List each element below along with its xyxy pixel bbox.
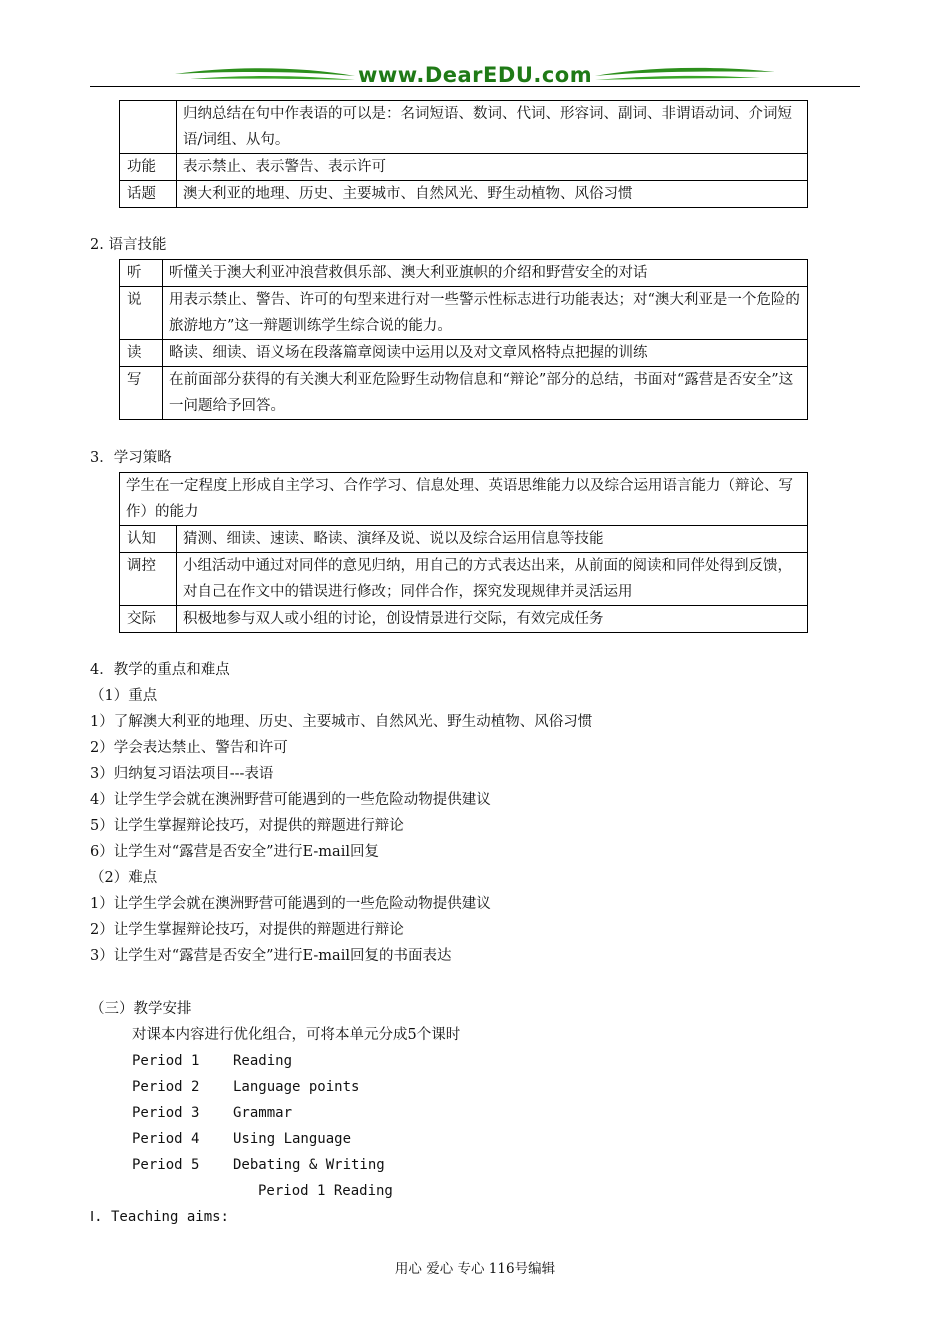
period-heading: Period 1 Reading (258, 1183, 393, 1199)
left-swoosh-icon (175, 68, 355, 76)
right-swoosh-icon (595, 68, 775, 76)
table-row (120, 606, 808, 633)
row-label: 认知 (120, 526, 177, 553)
row-content: 略读、细读、语义场在段落篇章阅读中运用以及对文章风格特点把握的训练 (163, 340, 808, 367)
list-item: 2）让学生掌握辩论技巧，对提供的辩题进行辩论 (90, 922, 404, 938)
row-label: 功能 (120, 154, 177, 181)
grammar-function-topic-table (119, 100, 808, 208)
key-points-title: （1）重点 (90, 688, 158, 704)
list-item: 3）归纳复习语法项目---表语 (90, 766, 274, 782)
row-label: 写 (120, 367, 163, 420)
left-swoosh-underline (190, 76, 355, 80)
period-topic: Using Language (233, 1131, 352, 1147)
period-label: Period 1 (132, 1053, 200, 1069)
language-skills-table (119, 259, 808, 420)
list-item: 1）了解澳大利亚的地理、历史、主要城市、自然风光、野生动植物、风俗习惯 (90, 714, 593, 730)
table-row (120, 154, 808, 181)
table-row (120, 340, 808, 367)
list-item: 4）让学生学会就在澳洲野营可能遇到的一些危险动物提供建议 (90, 792, 491, 808)
page-footer: 用心 爱心 专心 116号编辑 (394, 1261, 556, 1277)
section-3-title: 3．学习策略 (90, 450, 172, 466)
row-content: 小组活动中通过对同伴的意见归纳，用自己的方式表达出来，从前面的阅读和同伴处得到反馈，对自己在作文中的错误进行修改；同伴合作，探究发现规律并灵活运用 (177, 553, 808, 606)
list-item: 3）让学生对“露营是否安全”进行E-mail回复的书面表达 (90, 948, 452, 964)
period-label: Period 5 (132, 1157, 200, 1173)
section-2-title: 2. 语言技能 (90, 237, 167, 253)
list-item: 5）让学生掌握辩论技巧，对提供的辩题进行辩论 (90, 818, 404, 834)
arrangement-title: （三）教学安排 (90, 1001, 192, 1017)
row-label: 听 (120, 260, 163, 287)
row-content: 归纳总结在句中作表语的可以是：名词短语、数词、代词、形容词、副词、非谓语动词、介词短语/词组、从句。 (177, 101, 808, 154)
learning-strategy-table (119, 472, 808, 633)
list-item: 2）学会表达禁止、警告和许可 (90, 740, 288, 756)
row-label: 话题 (120, 181, 177, 208)
period-label: Period 4 (132, 1131, 200, 1147)
list-item: 1）让学生学会就在澳洲野营可能遇到的一些危险动物提供建议 (90, 896, 491, 912)
table-row (120, 287, 808, 340)
site-logo-text: www.DearEDU.com (358, 63, 593, 87)
row-content: 表示禁止、表示警告、表示许可 (177, 154, 808, 181)
row-label (120, 101, 177, 154)
row-content: 用表示禁止、警告、许可的句型来进行对一些警示性标志进行功能表达；对“澳大利亚是一个危险的旅游地方”这一辩题训练学生综合说的能力。 (163, 287, 808, 340)
table-row (120, 260, 808, 287)
table-row (120, 181, 808, 208)
row-content: 听懂关于澳大利亚冲浪营救俱乐部、澳大利亚旗帜的介绍和野营安全的对话 (163, 260, 808, 287)
period-topic: Grammar (233, 1105, 293, 1121)
row-content: 猜测、细读、速读、略读、演绎及说、说以及综合运用信息等技能 (177, 526, 808, 553)
period-topic: Reading (233, 1053, 293, 1069)
section-4-title: 4．教学的重点和难点 (90, 662, 230, 678)
period-label: Period 3 (132, 1105, 200, 1121)
row-label: 读 (120, 340, 163, 367)
row-label: 说 (120, 287, 163, 340)
row-label: 调控 (120, 553, 177, 606)
row-label: 交际 (120, 606, 177, 633)
row-content: 澳大利亚的地理、历史、主要城市、自然风光、野生动植物、风俗习惯 (177, 181, 808, 208)
row-content: 在前面部分获得的有关澳大利亚危险野生动物信息和“辩论”部分的总结，书面对“露营是否安全”这一问题给予回答。 (163, 367, 808, 420)
teaching-aims-heading: Ⅰ. Teaching aims: (90, 1209, 229, 1225)
period-topic: Language points (233, 1079, 360, 1095)
table-row (120, 473, 808, 526)
period-label: Period 2 (132, 1079, 200, 1095)
right-swoosh-underline (595, 76, 760, 80)
row-content: 积极地参与双人或小组的讨论，创设情景进行交际，有效完成任务 (177, 606, 808, 633)
list-item: 6）让学生对“露营是否安全”进行E-mail回复 (90, 844, 379, 860)
table-row (120, 553, 808, 606)
table-row (120, 367, 808, 420)
period-topic: Debating & Writing (233, 1157, 385, 1173)
strategy-intro: 学生在一定程度上形成自主学习、合作学习、信息处理、英语思维能力以及综合运用语言能力（辩论、写作）的能力 (120, 473, 808, 526)
arrangement-intro: 对课本内容进行优化组合，可将本单元分成5个课时 (132, 1027, 461, 1043)
table-row (120, 526, 808, 553)
difficult-points-title: （2）难点 (90, 870, 158, 886)
table-row (120, 101, 808, 154)
header-divider (90, 86, 860, 87)
